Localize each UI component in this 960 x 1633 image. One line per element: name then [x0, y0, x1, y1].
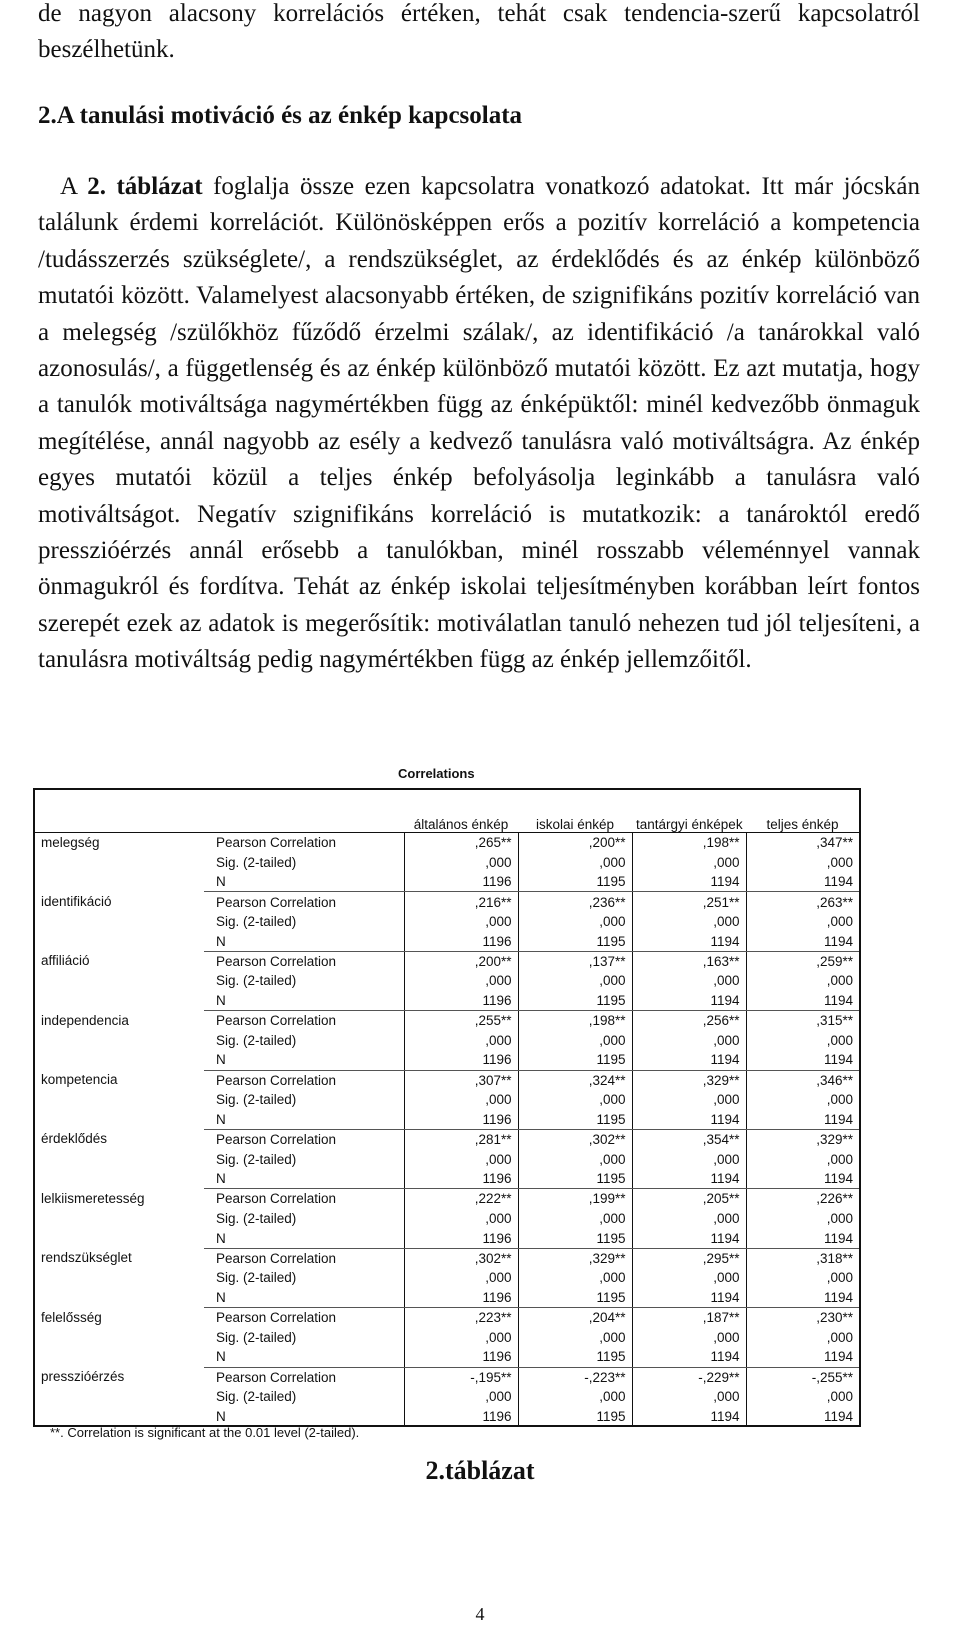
value-cell: ,329** — [746, 1129, 860, 1149]
table-footnote: **. Correlation is significant at the 0.01 level (2-tailed). — [50, 1425, 360, 1440]
variable-label: érdeklődés — [41, 1131, 108, 1147]
value-cell: ,216** — [474, 894, 512, 910]
table-body — [34, 833, 860, 1427]
value-cell: ,263** — [746, 892, 860, 912]
stat-label: Pearson Correlation — [204, 1248, 404, 1268]
value-cell: 1194 — [746, 1288, 860, 1308]
table-caption: 2.táblázat — [425, 1456, 535, 1485]
value-cell: 1196 — [404, 1169, 518, 1189]
table-row — [34, 1011, 860, 1031]
value-cell: ,318** — [746, 1248, 860, 1268]
value-cell: 1196 — [404, 1228, 518, 1248]
value-cell: ,205** — [632, 1189, 746, 1209]
value-cell: -,255** — [746, 1367, 860, 1387]
stat-label: N — [204, 991, 404, 1011]
table-row — [34, 1070, 860, 1090]
value-cell: 1194 — [632, 991, 746, 1011]
variable-label: kompetencia — [41, 1072, 118, 1088]
value-cell: 1196 — [482, 1408, 512, 1424]
table-row — [34, 1367, 860, 1387]
value-cell: ,000 — [746, 1209, 860, 1229]
stat-label: N — [204, 1050, 404, 1070]
value-cell: ,302** — [474, 1250, 512, 1266]
value-cell: ,000 — [518, 1090, 632, 1110]
value-cell: ,256** — [632, 1011, 746, 1031]
stat-label: Pearson Correlation — [204, 1367, 404, 1387]
value-cell: ,000 — [518, 1030, 632, 1050]
value-cell: 1196 — [404, 872, 518, 892]
stat-label: N — [204, 931, 404, 951]
value-cell: ,000 — [632, 912, 746, 932]
value-cell: 1195 — [518, 1228, 632, 1248]
value-cell: ,204** — [518, 1308, 632, 1328]
stat-label: Pearson Correlation — [204, 1308, 404, 1328]
value-cell: 1195 — [518, 1169, 632, 1189]
value-cell: ,000 — [632, 1030, 746, 1050]
table-header-row — [34, 789, 860, 833]
variable-label: identifikáció — [41, 893, 112, 909]
value-cell: ,000 — [632, 1149, 746, 1169]
value-cell: 1195 — [518, 1407, 632, 1427]
value-cell: ,347** — [746, 833, 860, 853]
value-cell: ,307** — [474, 1072, 512, 1088]
table-row — [34, 1129, 860, 1149]
stat-label: Sig. (2-tailed) — [204, 1268, 404, 1288]
stat-label: N — [204, 1110, 404, 1130]
stat-label: N — [204, 1288, 404, 1308]
table-row — [34, 1248, 860, 1268]
value-cell: ,000 — [746, 1327, 860, 1347]
value-cell: ,000 — [518, 971, 632, 991]
value-cell: ,000 — [746, 912, 860, 932]
stat-label: Pearson Correlation — [204, 951, 404, 971]
correlations-table — [33, 788, 861, 1427]
value-cell: ,000 — [518, 1149, 632, 1169]
value-cell: ,000 — [518, 1209, 632, 1229]
value-cell: 1196 — [404, 1110, 518, 1130]
value-cell: ,259** — [746, 951, 860, 971]
value-cell: 1194 — [746, 1347, 860, 1367]
value-cell: 1194 — [632, 872, 746, 892]
table-row — [34, 1308, 860, 1328]
column-header: tantárgyi énképek — [632, 789, 746, 833]
value-cell: -,195** — [470, 1369, 512, 1385]
value-cell: ,000 — [632, 1387, 746, 1407]
stat-label: N — [204, 872, 404, 892]
paragraph-text: foglalja össze ezen kapcsolatra vonatkozó adatokat. Itt már jócskán találunk érdemi korrelációt. Különösképpen erős a pozitív korreláció a kompetencia /tudásszerzés szükséglete/, a rendszükséglet, az érdeklődés és az énkép különböző mutatói között. Valamelyest alacsonyabb értéken, de szignifikáns pozitív korreláció van a melegség /szülőkhöz fűződő érzelmi szálak/, az identifikáció /a tanárokkal való azonosulás/, a függetlenség és az énkép különböző mutatói között. Ez azt mutatja, hogy a tanulók motiváltsága nagymértékben függ az énképüktől: minél kedvezőbb önmaguk megítélése, annál nagyobb az esély a kedvező tanulásra való motiváltságra. Az énkép egyes mutatói közül a teljes énkép befolyásolja leginkább a tanulásra való motiváltságot. Negatív szignifikáns korreláció is mutatkozik: a tanároktól eredő presszióérzés annál erősebb a tanulókban, minél rosszabb véleménnyel vannak önmagukról és fordítva. Tehát az énkép iskolai teljesítményben korábban leírt fontos szerepét ezek az adatok is megerősítik: motiválatlan tanuló nehezen tud jól teljesíteni, a tanulásra motiváltság pedig nagymértékben függ az énkép jellemzőitől. — [38, 173, 920, 674]
value-cell: ,302** — [518, 1129, 632, 1149]
value-cell: -,223** — [518, 1367, 632, 1387]
header-blank-stat — [204, 789, 404, 833]
value-cell: ,324** — [518, 1070, 632, 1090]
value-cell: -,229** — [632, 1367, 746, 1387]
stat-label: Pearson Correlation — [204, 1011, 404, 1031]
stat-label: Pearson Correlation — [204, 1189, 404, 1209]
value-cell: 1196 — [404, 931, 518, 951]
value-cell: 1195 — [518, 872, 632, 892]
value-cell: 1194 — [632, 1347, 746, 1367]
value-cell: ,000 — [518, 852, 632, 872]
value-cell: 1196 — [404, 991, 518, 1011]
value-cell: ,000 — [485, 973, 512, 989]
value-cell: ,222** — [474, 1191, 512, 1207]
value-cell: ,000 — [746, 1268, 860, 1288]
column-header: iskolai énkép — [518, 789, 632, 833]
value-cell: ,281** — [474, 1132, 512, 1148]
value-cell: 1194 — [632, 1407, 746, 1427]
value-cell: 1195 — [518, 1288, 632, 1308]
value-cell: 1194 — [632, 1228, 746, 1248]
value-cell: 1194 — [746, 991, 860, 1011]
table-row — [34, 951, 860, 971]
table-reference: 2. táblázat — [87, 173, 203, 200]
stat-label: N — [204, 1347, 404, 1367]
value-cell: 1194 — [632, 1050, 746, 1070]
value-cell: 1194 — [746, 1169, 860, 1189]
value-cell: ,187** — [632, 1308, 746, 1328]
value-cell: ,000 — [632, 1327, 746, 1347]
value-cell: ,223** — [474, 1310, 512, 1326]
value-cell: ,137** — [518, 951, 632, 971]
value-cell: ,000 — [632, 852, 746, 872]
value-cell: 1195 — [518, 991, 632, 1011]
page-number: 4 — [475, 1604, 485, 1624]
value-cell: ,346** — [746, 1070, 860, 1090]
value-cell: 1194 — [746, 931, 860, 951]
value-cell: ,295** — [632, 1248, 746, 1268]
table-row — [34, 1189, 860, 1209]
value-cell: 1194 — [746, 872, 860, 892]
value-cell: ,000 — [518, 1268, 632, 1288]
value-cell: 1194 — [632, 1110, 746, 1130]
stat-label: Sig. (2-tailed) — [204, 1149, 404, 1169]
column-header: teljes énkép — [746, 789, 860, 833]
value-cell: ,000 — [485, 854, 512, 870]
value-cell: 1195 — [518, 1110, 632, 1130]
value-cell: ,198** — [518, 1011, 632, 1031]
value-cell: ,000 — [746, 971, 860, 991]
table-row — [34, 892, 860, 912]
stat-label: Sig. (2-tailed) — [204, 852, 404, 872]
value-cell: 1194 — [632, 1169, 746, 1189]
value-cell: ,000 — [485, 1389, 512, 1405]
stat-label: Pearson Correlation — [204, 892, 404, 912]
value-cell: ,251** — [632, 892, 746, 912]
header-blank-variable — [34, 789, 204, 833]
stat-label: Sig. (2-tailed) — [204, 1090, 404, 1110]
value-cell: 1194 — [632, 931, 746, 951]
stat-label: Sig. (2-tailed) — [204, 1387, 404, 1407]
value-cell: ,000 — [746, 1387, 860, 1407]
value-cell: ,329** — [518, 1248, 632, 1268]
value-cell: ,236** — [518, 892, 632, 912]
value-cell: ,000 — [485, 1270, 512, 1286]
value-cell: ,200** — [474, 953, 512, 969]
value-cell: 1194 — [746, 1407, 860, 1427]
stat-label: N — [204, 1169, 404, 1189]
value-cell: ,255** — [474, 1013, 512, 1029]
stat-label: Sig. (2-tailed) — [204, 1327, 404, 1347]
value-cell: ,000 — [746, 1030, 860, 1050]
body-paragraph — [38, 169, 920, 679]
value-cell: ,200** — [518, 833, 632, 853]
intro-paragraph: de nagyon alacsony korrelációs értéken, tehát csak tendencia-szerű kapcsolatról beszélhetünk. — [38, 0, 920, 64]
value-cell: ,329** — [632, 1070, 746, 1090]
variable-label: rendszükséglet — [41, 1250, 132, 1266]
value-cell: ,198** — [632, 833, 746, 853]
value-cell: 1196 — [404, 1347, 518, 1367]
stat-label: N — [204, 1228, 404, 1248]
value-cell: ,000 — [518, 912, 632, 932]
value-cell: ,000 — [518, 1327, 632, 1347]
value-cell: ,000 — [485, 1032, 512, 1048]
value-cell: ,000 — [632, 1209, 746, 1229]
variable-label: affiliáció — [41, 953, 90, 969]
variable-label: felelősség — [41, 1309, 102, 1325]
value-cell: ,354** — [632, 1129, 746, 1149]
value-cell: 1194 — [746, 1228, 860, 1248]
value-cell: 1196 — [404, 1288, 518, 1308]
table-row — [34, 833, 860, 853]
stat-label: Sig. (2-tailed) — [204, 971, 404, 991]
stat-label: Sig. (2-tailed) — [204, 1030, 404, 1050]
value-cell: ,000 — [518, 1387, 632, 1407]
value-cell: 1194 — [632, 1288, 746, 1308]
value-cell: 1194 — [746, 1050, 860, 1070]
value-cell: ,199** — [518, 1189, 632, 1209]
correlations-table-container — [33, 788, 859, 1422]
stat-label: Sig. (2-tailed) — [204, 912, 404, 932]
value-cell: ,000 — [485, 1092, 512, 1108]
variable-label: melegség — [41, 835, 100, 850]
stat-label: Pearson Correlation — [204, 833, 404, 853]
value-cell: ,000 — [746, 1149, 860, 1169]
value-cell: ,000 — [485, 1151, 512, 1167]
value-cell: 1195 — [518, 1347, 632, 1367]
value-cell: ,000 — [632, 1090, 746, 1110]
column-header: általános énkép — [404, 789, 518, 833]
value-cell: ,230** — [746, 1308, 860, 1328]
variable-label: presszióérzés — [41, 1369, 125, 1385]
value-cell: ,000 — [632, 971, 746, 991]
value-cell: ,315** — [746, 1011, 860, 1031]
value-cell: ,000 — [746, 852, 860, 872]
value-cell: ,000 — [632, 1268, 746, 1288]
section-heading: 2.A tanulási motiváció és az énkép kapcsolata — [38, 102, 523, 129]
value-cell: ,000 — [746, 1090, 860, 1110]
stat-label: N — [204, 1407, 404, 1427]
paragraph-prefix: A — [60, 173, 88, 200]
stat-label: Sig. (2-tailed) — [204, 1209, 404, 1229]
value-cell: ,000 — [485, 1211, 512, 1227]
value-cell: ,163** — [632, 951, 746, 971]
value-cell: ,000 — [485, 1329, 512, 1345]
stat-label: Pearson Correlation — [204, 1129, 404, 1149]
value-cell: ,265** — [474, 835, 512, 851]
value-cell: 1195 — [518, 931, 632, 951]
value-cell: 1195 — [518, 1050, 632, 1070]
value-cell: 1196 — [404, 1050, 518, 1070]
table-title: Correlations — [398, 766, 475, 781]
value-cell: 1194 — [746, 1110, 860, 1130]
variable-label: independencia — [41, 1012, 129, 1028]
variable-label: lelkiismeretesség — [41, 1190, 145, 1206]
value-cell: ,226** — [746, 1189, 860, 1209]
value-cell: ,000 — [485, 914, 512, 930]
stat-label: Pearson Correlation — [204, 1070, 404, 1090]
